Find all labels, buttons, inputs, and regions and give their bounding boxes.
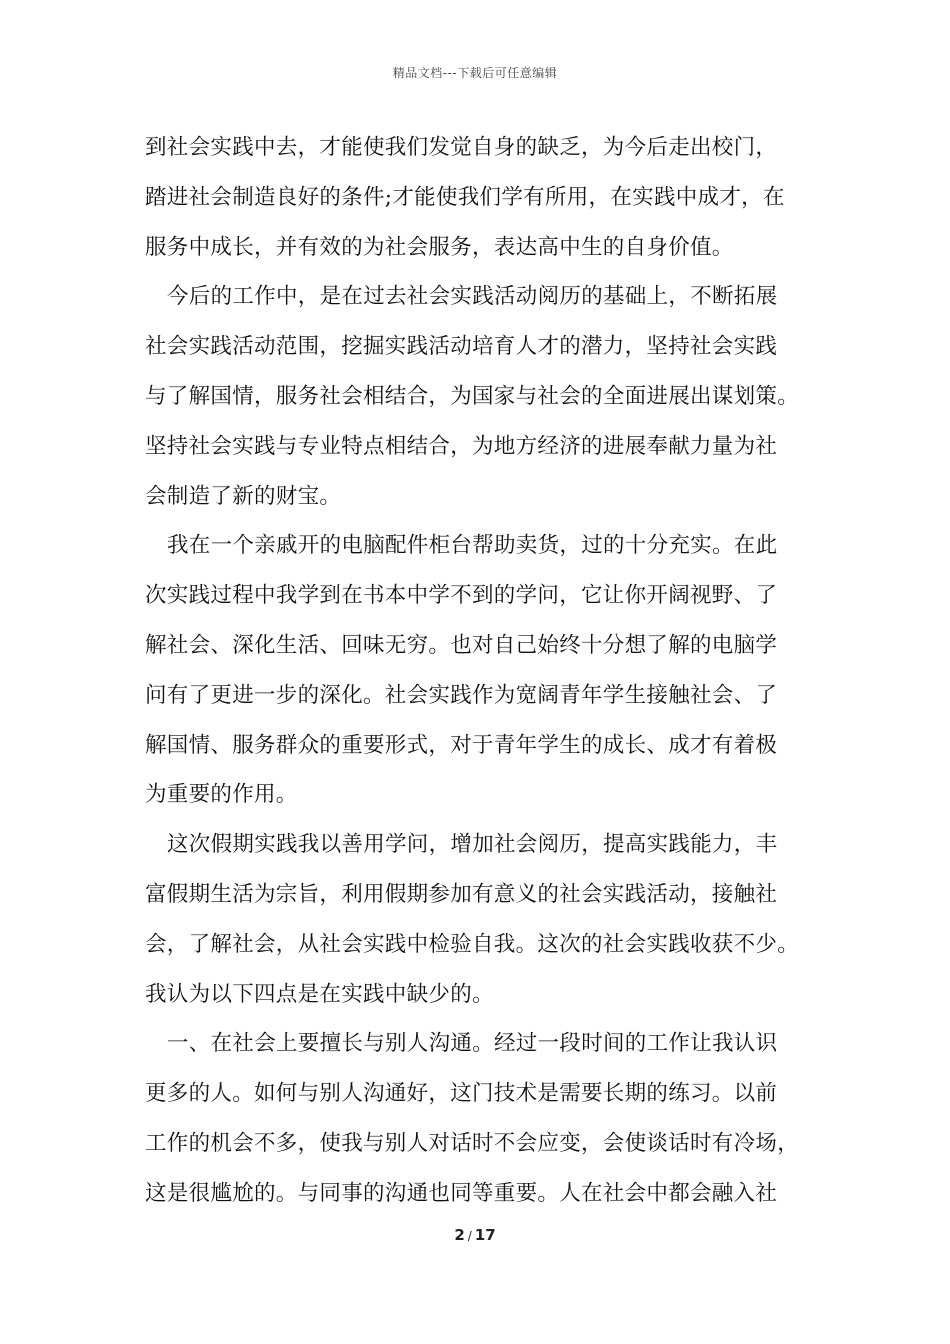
paragraph-1 xyxy=(145,123,813,272)
text-line: 解国情、服务群众的重要形式，对于青年学生的成长、成才有着极 xyxy=(145,732,778,758)
text-line: 服务中成长，并有效的为社会服务，表达高中生的自身价值。 xyxy=(145,234,734,260)
text-line: 会制造了新的财宝。 xyxy=(145,483,342,509)
total-pages-number: 17 xyxy=(474,1226,496,1244)
text-line: 这是很尴尬的。与同事的沟通也同等重要。人在社会中都会融入社 xyxy=(145,1180,778,1206)
text-line: 今后的工作中，是在过去社会实践活动阅历的基础上，不断拓展 xyxy=(167,284,778,310)
text-line: 解社会、深化生活、回味无穷。也对自己始终十分想了解的电脑学 xyxy=(145,632,778,658)
text-line: 我认为以下四点是在实践中缺少的。 xyxy=(145,981,494,1007)
page-header: 精品文档---下载后可任意编辑 xyxy=(392,66,558,80)
current-page-number: 2 xyxy=(454,1226,465,1244)
text-line: 会，了解社会，从社会实践中检验自我。这次的社会实践收获不少。 xyxy=(145,931,800,957)
text-line: 与了解国情，服务社会相结合，为国家与社会的全面进展出谋划策。 xyxy=(145,383,800,409)
paragraph-3 xyxy=(145,521,813,820)
text-line: 一、在社会上要擅长与别人沟通。经过一段时间的工作让我认识 xyxy=(167,1031,778,1057)
text-line: 坚持社会实践与专业特点相结合，为地方经济的进展奉献力量为社 xyxy=(145,433,778,459)
text-line: 问有了更进一步的深化。社会实践作为宽阔青年学生接触社会、了 xyxy=(145,682,778,708)
text-line: 富假期生活为宗旨，利用假期参加有意义的社会实践活动，接触社 xyxy=(145,881,778,907)
text-line: 次实践过程中我学到在书本中学不到的学问，它让你开阔视野、了 xyxy=(145,583,778,609)
text-line: 更多的人。如何与别人沟通好，这门技术是需要长期的练习。以前 xyxy=(145,1081,778,1107)
page-number xyxy=(0,1226,950,1244)
text-line: 踏进社会制造良好的条件;才能使我们学有所用，在实践中成才，在 xyxy=(145,184,785,210)
paragraph-5 xyxy=(145,1019,813,1218)
text-line: 社会实践活动范围，挖掘实践活动培育人才的潜力，坚持社会实践 xyxy=(145,334,778,360)
text-line: 到社会实践中去，才能使我们发觉自身的缺乏，为今后走出校门， xyxy=(145,135,778,160)
document-body xyxy=(145,123,813,1219)
text-line: 我在一个亲戚开的电脑配件柜台帮助卖货，过的十分充实。在此 xyxy=(167,533,778,559)
page-separator: / xyxy=(467,1229,472,1243)
text-line: 为重要的作用。 xyxy=(145,782,298,808)
paragraph-2 xyxy=(145,272,813,521)
text-line: 工作的机会不多，使我与别人对话时不会应变，会使谈话时有冷场， xyxy=(145,1130,800,1156)
paragraph-4 xyxy=(145,820,813,1019)
text-line: 这次假期实践我以善用学问，增加社会阅历，提高实践能力，丰 xyxy=(167,832,778,858)
